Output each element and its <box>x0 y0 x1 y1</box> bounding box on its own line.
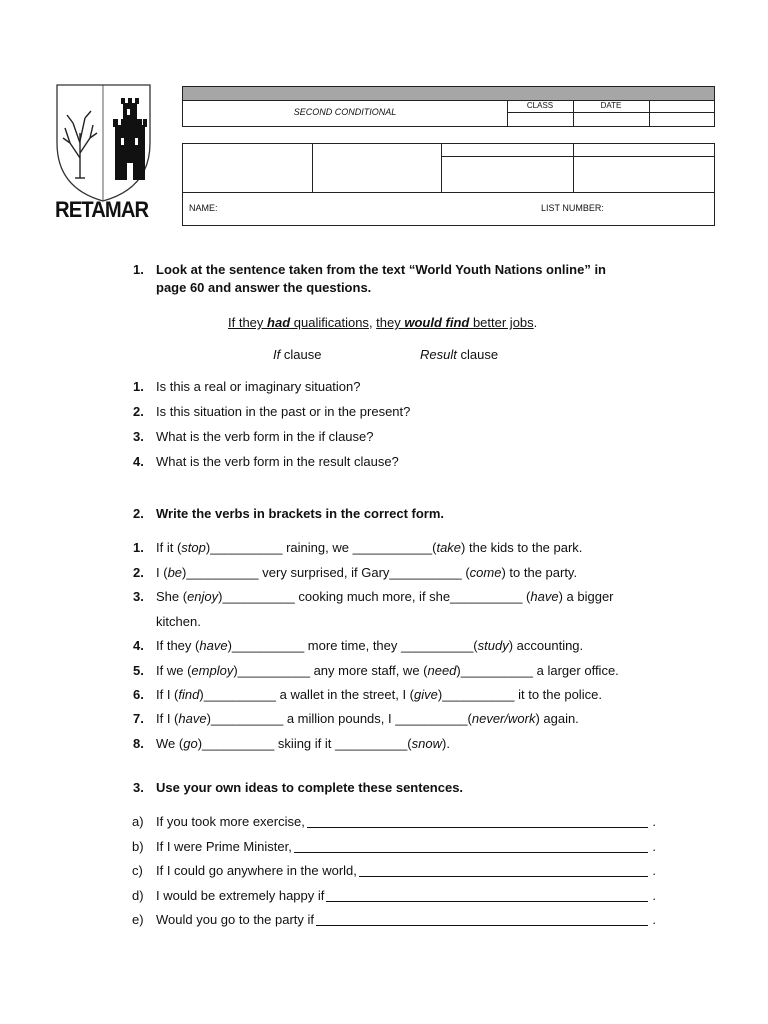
question-item: Is this situation in the past or in the present? <box>156 404 411 419</box>
section3-number: 3. <box>133 780 144 795</box>
name-label: NAME: <box>189 203 218 213</box>
exercise-sentence: kitchen. <box>156 614 201 629</box>
header-title-row <box>182 100 715 127</box>
completion-sentence: If I could go anywhere in the world, . <box>156 863 656 878</box>
section2-number: 2. <box>133 506 144 521</box>
exercise-number: 4. <box>133 638 144 653</box>
completion-letter: b) <box>132 839 144 854</box>
section2-instruction: Write the verbs in brackets in the correct form. <box>156 506 445 521</box>
exercise-number: 7. <box>133 711 144 726</box>
completion-letter: e) <box>132 912 144 927</box>
section1-number: 1. <box>133 262 144 277</box>
completion-sentence: I would be extremely happy if . <box>156 888 656 903</box>
header-gray-bar <box>182 86 715 101</box>
exercise-number: 6. <box>133 687 144 702</box>
answer-line[interactable] <box>294 839 649 853</box>
example-sentence: If they had qualifications, they would find better jobs. <box>228 315 538 330</box>
worksheet-title: SECOND CONDITIONAL <box>293 107 397 117</box>
answer-line[interactable] <box>316 912 648 926</box>
result-clause-label: Result clause <box>420 347 499 362</box>
completion-sentence: Would you go to the party if . <box>156 912 656 927</box>
exercise-sentence: If I (have)__________ a million pounds, I __________(never/work) again. <box>156 711 579 726</box>
question-item: What is the verb form in the result clause? <box>156 454 399 469</box>
answer-line[interactable] <box>307 814 649 828</box>
exercise-number: 3. <box>133 589 144 604</box>
completion-letter: a) <box>132 814 144 829</box>
exercise-number: 8. <box>133 736 144 751</box>
completion-sentence: If I were Prime Minister, . <box>156 839 656 854</box>
exercise-sentence: We (go)__________ skiing if it __________(snow). <box>156 736 450 751</box>
completion-sentence: If you took more exercise, . <box>156 814 656 829</box>
date-label: DATE <box>600 101 622 110</box>
logo-wordmark: RETAMAR <box>55 197 149 222</box>
question-item: Is this a real or imaginary situation? <box>156 379 361 394</box>
exercise-number: 5. <box>133 663 144 678</box>
section1-instruction-line1: Look at the sentence taken from the text “World Youth Nations online” in <box>156 262 606 277</box>
exercise-number: 2. <box>133 565 144 580</box>
exercise-sentence: If I (find)__________ a wallet in the street, I (give)__________ it to the police. <box>156 687 602 702</box>
completion-letter: d) <box>132 888 144 903</box>
exercise-sentence: I (be)__________ very surprised, if Gary__________ (come) to the party. <box>156 565 578 580</box>
student-info-box <box>182 143 715 226</box>
section3-instruction: Use your own ideas to complete these sentences. <box>156 780 464 795</box>
if-clause-label: If clause <box>273 347 322 362</box>
question-item: What is the verb form in the if clause? <box>156 429 374 444</box>
class-label: CLASS <box>526 101 554 110</box>
exercise-sentence: If we (employ)__________ any more staff, we (need)__________ a larger office. <box>156 663 619 678</box>
section1-instruction-line2: page 60 and answer the questions. <box>156 280 372 295</box>
exercise-number: 1. <box>133 540 144 555</box>
exercise-sentence: She (enjoy)__________ cooking much more, if she__________ (have) a bigger <box>156 589 614 604</box>
completion-letter: c) <box>132 863 143 878</box>
answer-line[interactable] <box>359 863 648 877</box>
exercise-sentence: If they (have)__________ more time, they __________(study) accounting. <box>156 638 584 653</box>
exercise-sentence: If it (stop)__________ raining, we ___________(take) the kids to the park. <box>156 540 583 555</box>
answer-line[interactable] <box>326 888 648 902</box>
list-number-label: LIST NUMBER: <box>541 203 604 213</box>
